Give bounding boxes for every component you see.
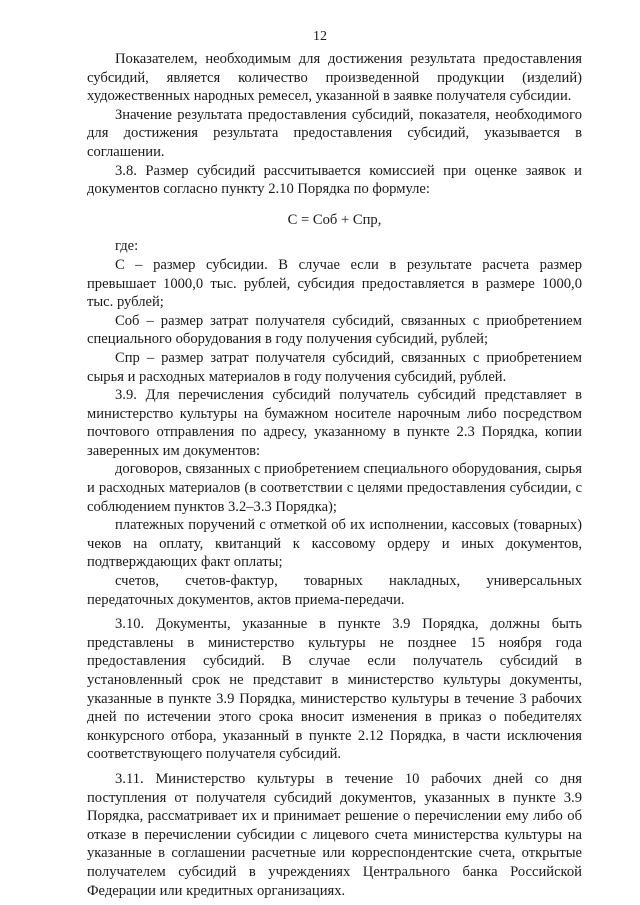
- list-item-contracts: договоров, связанных с приобретением специального оборудования, сырья и расходных материалов (в соответствии с целями предоставления субсидии, с соблюдением пунктов 3.2–3.3 Порядка);: [87, 461, 582, 515]
- paragraph-3-11: 3.11. Министерство культуры в течение 10 рабочих дней со дня поступления от получателя субсидий документов, указанных в пункте 3.9 Порядка, рассматривает их и принимает решение о перечислении ему либо об отказе в перечислении субсидии с лицевого счета министерства культуры на указанные в соглашении расчетные или корреспондентские счета, открытые получателем субсидий в учреждениях Центрального банка Российской Федерации или кредитных организациях.: [87, 770, 582, 899]
- definition-spr: Спр – размер затрат получателя субсидий, связанных с приобретением сырья и расходных материалов в году получения субсидий, рублей.: [87, 349, 582, 385]
- list-item-payment-orders: платежных поручений с отметкой об их исполнении, кассовых (товарных) чеков на оплату, квитанций к кассовому ордеру и иных документов, подтверждающих факт оплаты;: [87, 517, 582, 571]
- paragraph-result-value: Значение результата предоставления субсидий, показателя, необходимого для достижения результата предоставления субсидий, указывается в соглашении.: [87, 106, 582, 160]
- paragraph-3-9: 3.9. Для перечисления субсидий получатель субсидий представляет в министерство культуры на бумажном носителе нарочным либо посредством почтового отправления по адресу, указанному в пункте 2.3 Порядка, копии заверенных им документов:: [87, 387, 582, 459]
- definition-c: С – размер субсидии. В случае если в результате расчета размер превышает 1000,0 тыс. рублей, субсидия предоставляется в размере 1000,0 тыс. рублей;: [87, 256, 582, 311]
- formula-where: где:: [115, 238, 139, 255]
- document-body: [87, 50, 582, 900]
- subsidy-formula: С = Соб + Спр,: [287, 211, 382, 228]
- definition-sob: Соб – размер затрат получателя субсидий, связанных с приобретением специального оборудования в году получения субсидий, рублей;: [87, 312, 582, 348]
- page-number: 12: [313, 29, 327, 44]
- paragraph-indicator: Показателем, необходимым для достижения результата предоставления субсидий, является количество произведенной продукции (изделий) художественных народных ремесел, указанной в заявке получателя субсидии.: [87, 51, 582, 105]
- list-item-invoices: счетов, счетов-фактур, товарных накладных, универсальных передаточных документов, актов приема-передачи.: [87, 573, 582, 608]
- paragraph-3-8: 3.8. Размер субсидий рассчитывается комиссией при оценке заявок и документов согласно пункту 2.10 Порядка по формуле:: [87, 162, 582, 198]
- paragraph-3-10: 3.10. Документы, указанные в пункте 3.9 Порядка, должны быть представлены в министерство культуры не позднее 15 ноября года предоставления субсидий. В случае если получатель субсидий в установленный срок не представит в министерство культуры документы, указанные в пункте 3.9 Порядка, министерство культуры в течение 3 рабочих дней по истечении этого срока вносит изменения в приказ о победителях конкурсного отбора, указанный в пункте 2.12 Порядка, в части исключения соответствующего получателя субсидий.: [87, 616, 582, 763]
